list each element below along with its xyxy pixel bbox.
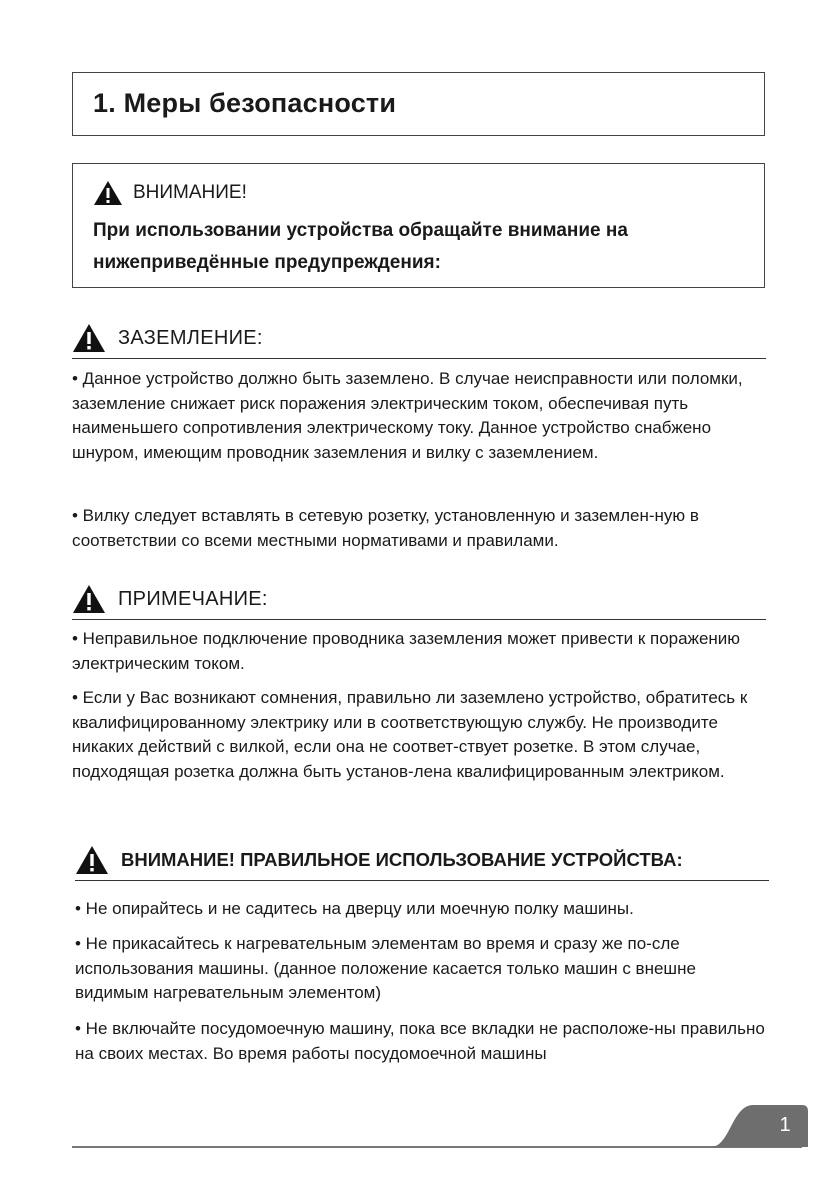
paragraph: • Не прикасайтесь к нагревательным элементам во время и сразу же по-сле использования машины. (данное положение касается только машин с внешне видимым нагревательным элементом) bbox=[75, 934, 696, 1002]
paragraph: • Не включайте посудомоечную машину, пока все вкладки не расположе-ны правильно на своих местах. Во время работы посудомоечной машины bbox=[75, 1019, 765, 1063]
paragraph: • Если у Вас возникают сомнения, правильно ли заземлено устройство, обратитесь к квалифицированному электрику или в соответствующую службу. Не производите никаких действий с вилкой, если она не соответ-ствует розетке. В этом случае, подходящая розетка должна быть установ-лена квалифицированным электриком. bbox=[72, 688, 748, 781]
warning-box-header bbox=[93, 180, 247, 206]
paragraph: • Данное устройство должно быть заземлено. В случае неисправности или поломки, заземление снижает риск поражения электрическим током, обеспечивая путь наименьшего сопротивления электрическому току. Данное устройство снабжено шнуром, имеющим проводник заземления и вилку с заземлением. bbox=[72, 369, 743, 462]
section-usage-heading bbox=[75, 840, 769, 881]
paragraph: • Не опирайтесь и не садитесь на дверцу или моечную полку машины. bbox=[75, 899, 634, 918]
warning-triangle-icon bbox=[75, 845, 109, 875]
warning-triangle-icon bbox=[72, 584, 106, 614]
warning-box bbox=[72, 163, 765, 288]
section-note-heading bbox=[72, 579, 766, 620]
warning-box-text: При использовании устройства обращайте внимание на нижеприведённые предупреждения: bbox=[93, 220, 628, 273]
section-grounding-heading bbox=[72, 318, 766, 359]
page-title: 1. Меры безопасности bbox=[93, 88, 397, 118]
warning-box-label: ВНИМАНИЕ! bbox=[133, 182, 247, 203]
warning-triangle-icon bbox=[93, 180, 123, 206]
section-grounding-title: ЗАЗЕМЛЕНИЕ: bbox=[118, 326, 263, 349]
section-note-title: ПРИМЕЧАНИЕ: bbox=[118, 587, 268, 610]
page-number: 1 bbox=[779, 1114, 791, 1136]
section-usage-title: ВНИМАНИЕ! ПРАВИЛЬНОЕ ИСПОЛЬЗОВАНИЕ УСТРОЙСТВА: bbox=[121, 849, 683, 870]
paragraph: • Неправильное подключение проводника заземления может привести к поражению электрическим током. bbox=[72, 629, 741, 673]
footer-divider bbox=[72, 1146, 802, 1148]
paragraph: • Вилку следует вставлять в сетевую розетку, установленную и заземлен-ную в соответствии со всеми местными нормативами и правилами. bbox=[72, 506, 699, 550]
warning-triangle-icon bbox=[72, 323, 106, 353]
title-box bbox=[72, 72, 765, 136]
